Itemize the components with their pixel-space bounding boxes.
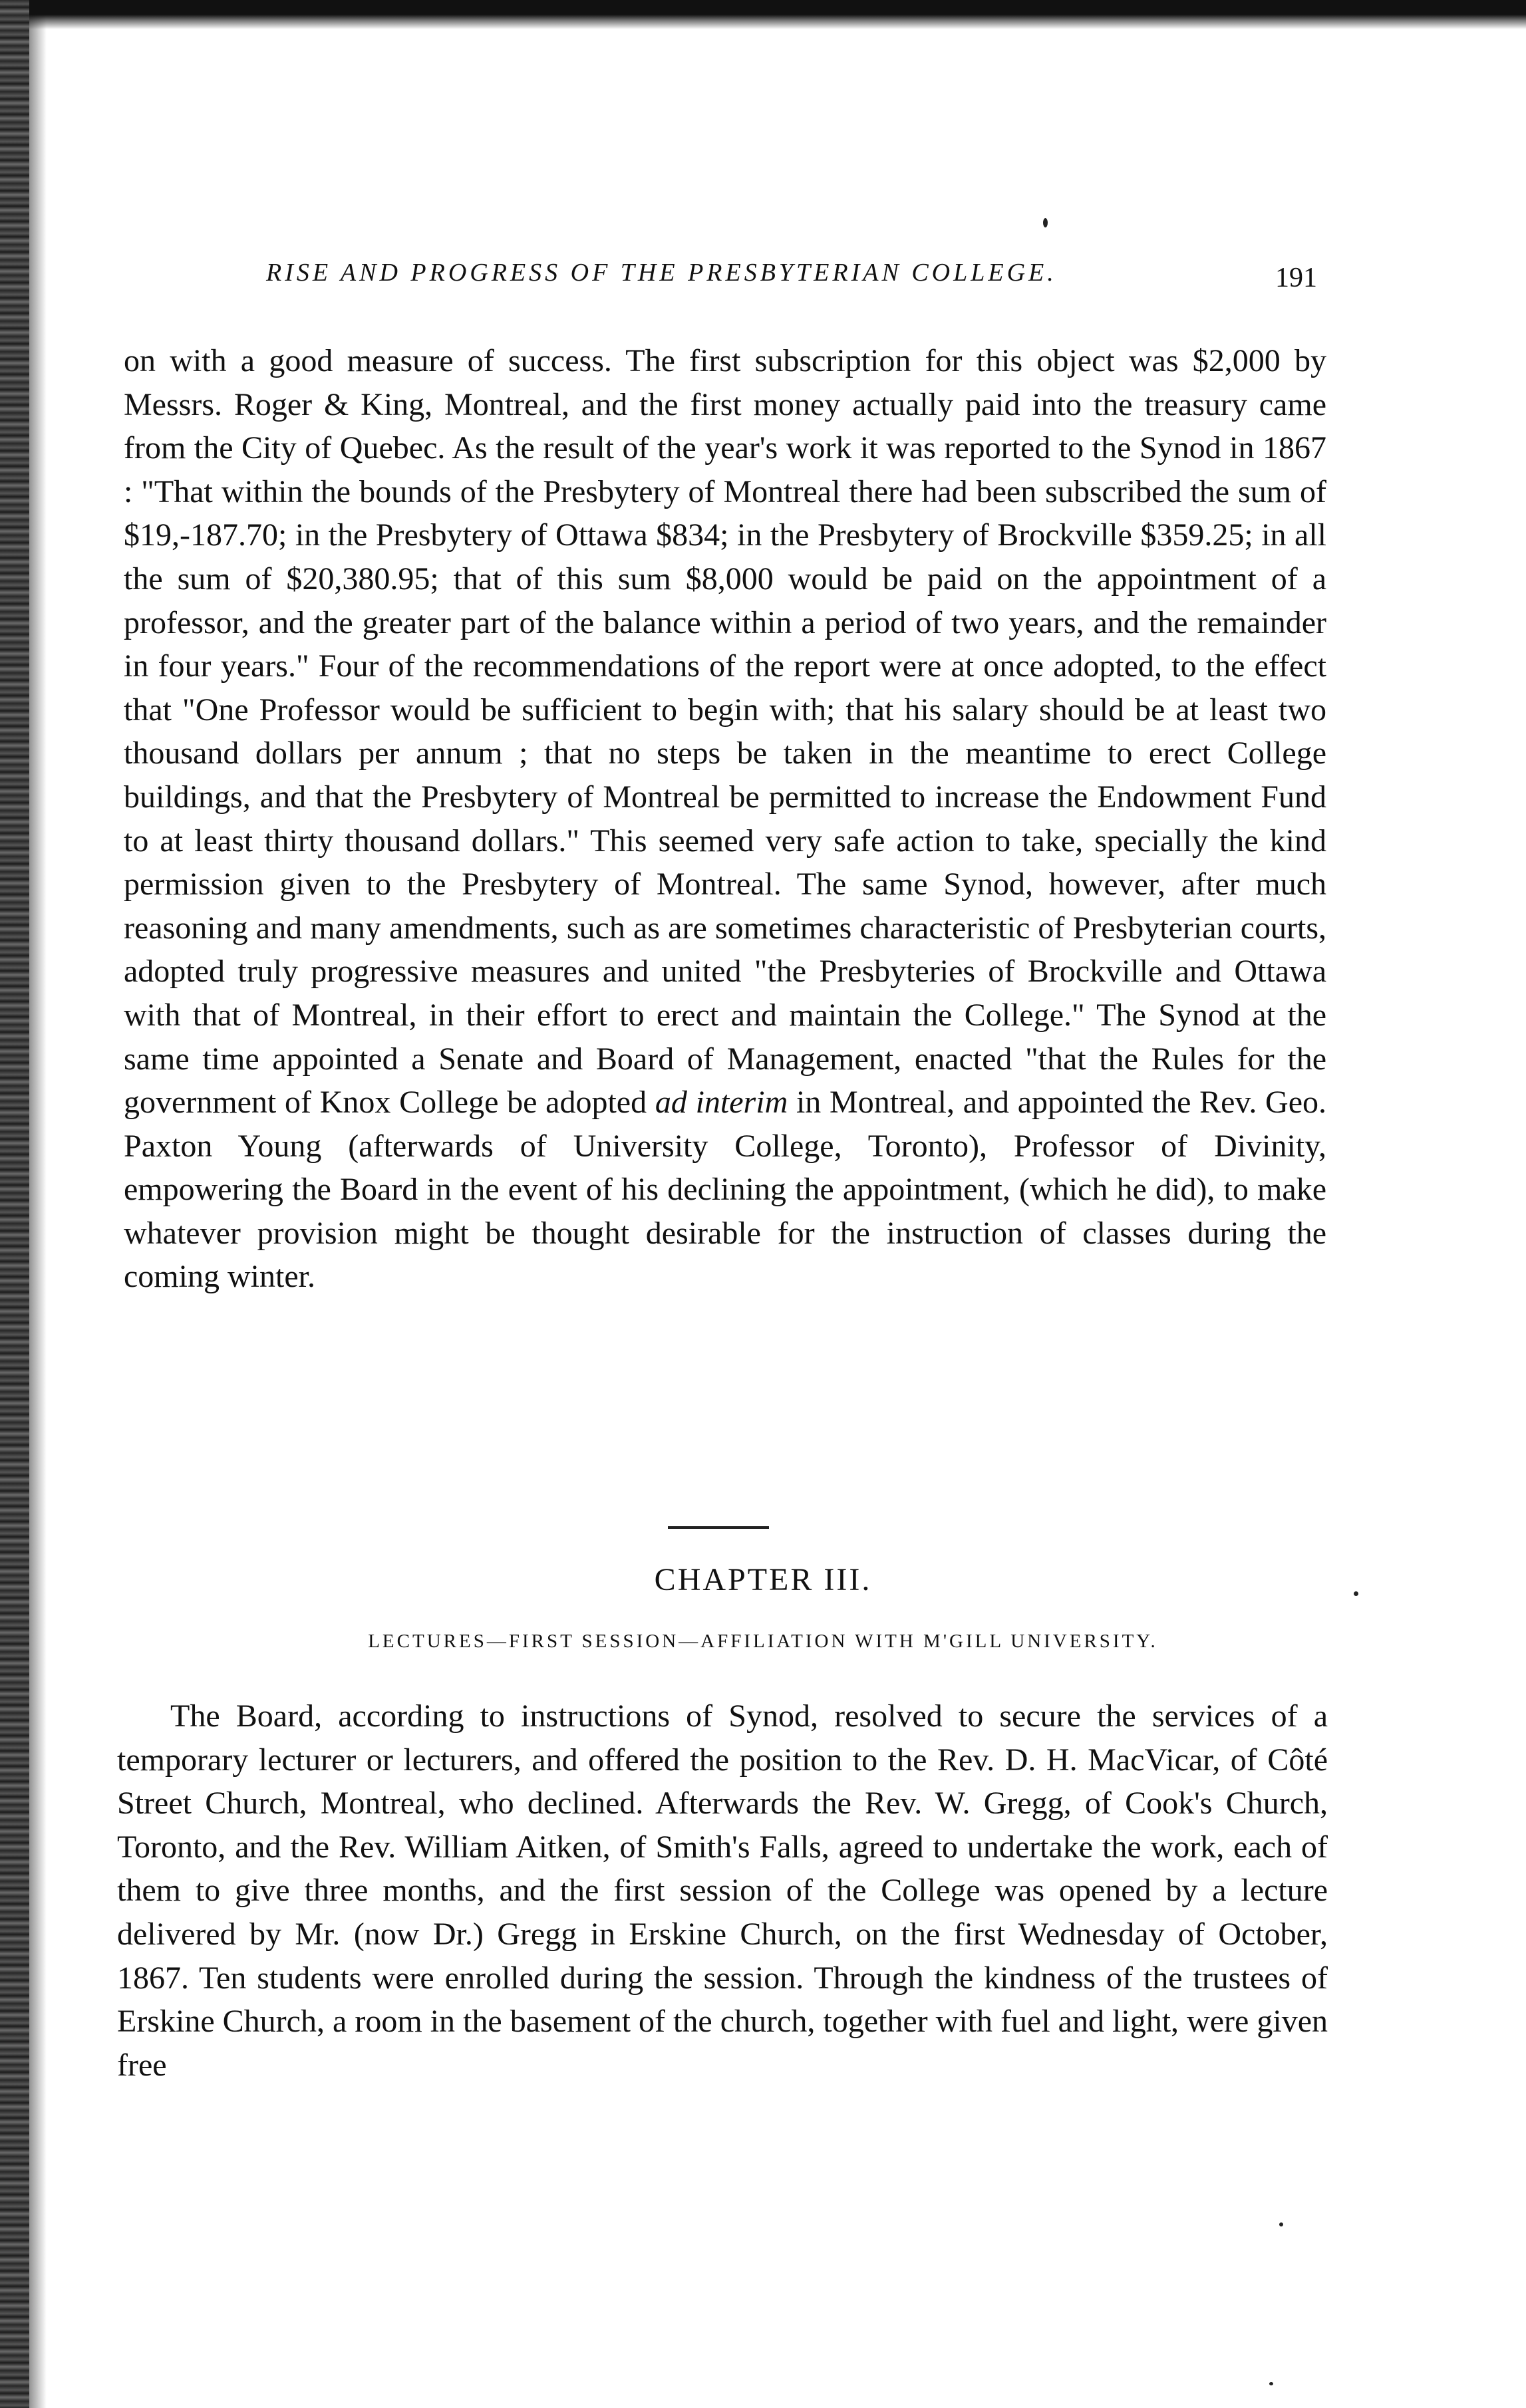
scan-top-band <box>29 0 1526 29</box>
continuation-paragraph <box>124 339 1326 1299</box>
page-number: 191 <box>1275 263 1317 293</box>
chapter-paragraph: The Board, according to instructions of Synod, resolved to secure the services of a temporary lecturer or lecturers, and offered the position to the Rev. D. H. MacVicar, of Côté Street Church, Montreal, who declined. Afterwards the Rev. W. Gregg, of Cook's Church, Toronto, and the Rev. William Aitken, of Smith's Falls, agreed to undertake the work, each of them to give three months, and the first session of the College was opened by a lecture delivered by Mr. (now Dr.) Gregg in Erskine Church, on the first Wednesday of October, 1867. Ten students were enrolled during the session. Through the kindness of the trustees of Erskine Church, a room in the basement of the church, together with fuel and light, were given free <box>117 1698 1328 2083</box>
latin-phrase: ad interim <box>655 1085 788 1121</box>
chapter-body <box>117 1694 1328 2087</box>
scan-binding-edge <box>0 0 29 2408</box>
scan-speck <box>1269 2382 1273 2385</box>
running-title: RISE AND PROGRESS OF THE PRESBYTERIAN COLLEGE. <box>266 259 1057 287</box>
scan-speck <box>1043 218 1048 227</box>
section-divider <box>668 1526 769 1529</box>
scan-edge-shadow <box>29 0 47 2408</box>
chapter-subtitle: LECTURES—FIRST SESSION—AFFILIATION WITH M'GILL UNIVERSITY. <box>368 1631 1158 1652</box>
scan-speck <box>1279 2222 1283 2226</box>
chapter-title: CHAPTER III. <box>654 1562 872 1597</box>
page-header <box>266 258 1317 298</box>
continuation-tail: in Montreal, and appointed the Rev. Geo. Paxton Young (afterwards of University College, Toronto), Professor of Divinity, empowering the Board in the event of his declining the appointment, (which he did), to make whatever provision might be thought desirable for the instruction of classes during the coming winter. <box>124 1085 1327 1295</box>
continuation-text <box>124 339 1326 1299</box>
continuation-main: on with a good measure of success. The first subscription for this object was $2,000 by Messrs. Roger & King, Montreal, and the first money actually paid into the treasury came from the City of Quebec. As the result of the year's work it was reported to the Synod in 1867 : "That within the bounds of the Presbytery of Montreal there had been subscribed the sum of $19,-187.70; in the Presbytery of Ottawa $834; in the Presbytery of Brockville $359.25; in all the sum of $20,380.95; that of this sum $8,000 would be paid on the appointment of a professor, and the greater part of the balance within a period of two years, and the remainder in four years." Four of the recommendations of the report were at once adopted, to the effect that "One Professor would be sufficient to begin with; that his salary should be at least two thousand dollars per annum ; that no steps be taken in the meantime to erect College buildings, and that the Presbytery of Montreal be permitted to increase the Endowment Fund to at least thirty thousand dollars." This seemed very safe action to take, specially the kind permission given to the Presbytery of Montreal. The same Synod, however, after much reasoning and many amendments, such as are sometimes characteristic of Presbyterian courts, adopted truly progressive measures and united "the Presbyteries of Brockville and Ottawa with that of Montreal, in their effort to erect and maintain the College." The Synod at the same time appointed a Senate and Board of Management, enacted "that the Rules for the government of Knox College be adopted <box>124 343 1326 1121</box>
